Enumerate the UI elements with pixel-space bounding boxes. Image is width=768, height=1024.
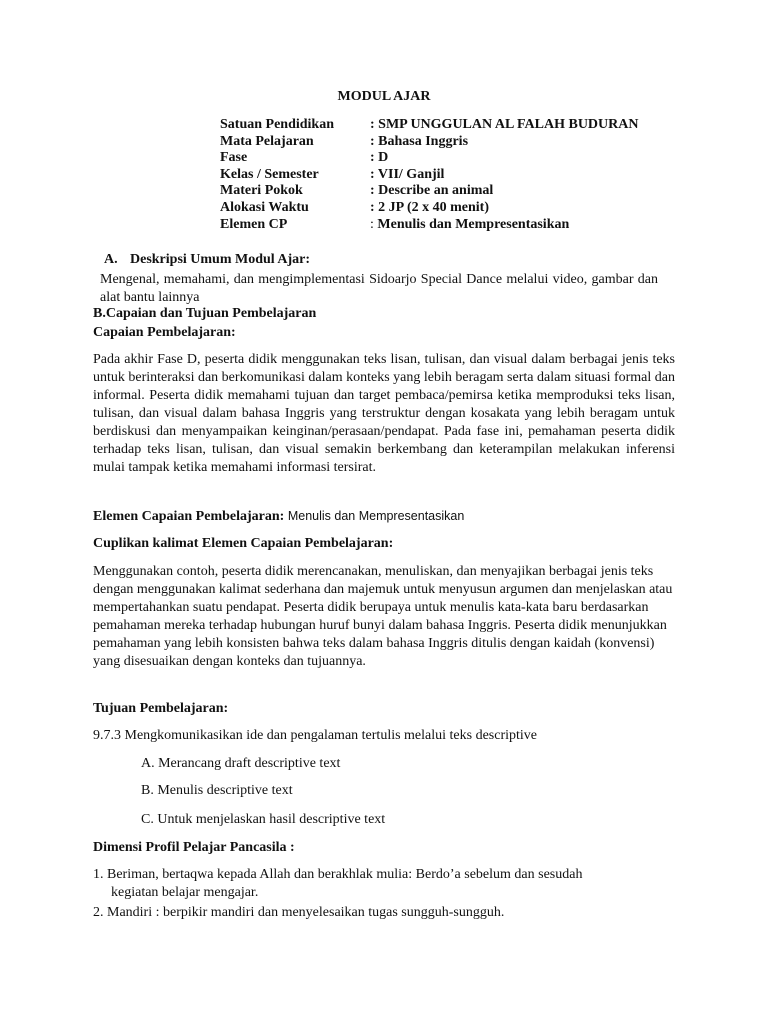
identity-row	[220, 166, 638, 183]
dimensi-item-text: 1. Beriman, bertaqwa kepada Allah dan berakhlak mulia: Berdo’a sebelum dan sesudah	[93, 867, 583, 882]
section-a-heading	[104, 251, 310, 269]
identity-label: Satuan Pendidikan	[220, 117, 334, 132]
capaian-heading: Capaian Pembelajaran:	[93, 325, 236, 340]
tujuan-heading: Tujuan Pembelajaran:	[93, 701, 229, 716]
section-b-heading: B.Capaian dan Tujuan Pembelajaran	[93, 306, 317, 321]
identity-value: : D	[370, 150, 389, 166]
identity-row	[220, 133, 638, 150]
dimensi-item-continuation: kegiatan belajar mengajar.	[111, 885, 259, 900]
identity-row	[220, 216, 638, 233]
elemen-capaian	[93, 507, 464, 526]
identity-value: : 2 JP (2 x 40 menit)	[370, 199, 489, 215]
identity-value	[370, 216, 569, 233]
identity-label: Kelas / Semester	[220, 166, 319, 182]
cuplikan-text: Menggunakan contoh, peserta didik merencanakan, menuliskan, dan menyajikan berbagai jenis teks dengan menggunakan kalimat sederhana dan majemuk untuk menyusun argumen dan menjelaskan atau mempertahankan suatu pendapat. Peserta didik berupaya untuk menulis kata-kata baru berdasarkan pemahaman mereka terhadap hubungan huruf bunyi dalam bahasa Inggris. Peserta didik menunjukkan pemahaman yang lebih konsisten bahwa teks dalam bahasa Inggris ditulis dengan kaidah (konvensi) yang disesuaikan dengan konteks dan tujuannya.	[93, 564, 673, 669]
identity-label: Mata Pelajaran	[220, 133, 314, 149]
identity-label: Elemen CP	[220, 216, 288, 232]
section-a-title: Deskripsi Umum Modul Ajar:	[130, 252, 311, 267]
identity-table	[220, 116, 638, 232]
identity-row	[220, 116, 638, 133]
dimensi-heading: Dimensi Profil Pelajar Pancasila :	[93, 840, 295, 855]
tujuan-item: A. Merancang draft descriptive text	[141, 756, 341, 771]
cuplikan-heading: Cuplikan kalimat Elemen Capaian Pembelajaran:	[93, 536, 394, 551]
identity-label: Materi Pokok	[220, 183, 303, 199]
identity-row	[220, 199, 638, 216]
elemen-capaian-value: Menulis dan Mempresentasikan	[287, 509, 465, 523]
section-a-text: Mengenal, memahami, dan mengimplementasi Sidoarjo Special Dance melalui video, gambar dan alat bantu lainnya	[100, 272, 658, 305]
identity-value: : Bahasa Inggris	[370, 133, 469, 149]
dimensi-item	[93, 866, 653, 902]
dimensi-item	[93, 904, 653, 922]
tujuan-item: C. Untuk menjelaskan hasil descriptive text	[141, 812, 386, 827]
identity-value: : Describe an animal	[370, 183, 494, 199]
identity-label: Alokasi Waktu	[220, 199, 309, 215]
identity-row	[220, 182, 638, 199]
identity-separator: :	[370, 216, 374, 232]
identity-value-text: Menulis dan Mempresentasikan	[377, 216, 570, 232]
identity-value: : VII/ Ganjil	[370, 166, 445, 182]
elemen-capaian-label: Elemen Capaian Pembelajaran:	[93, 509, 285, 524]
identity-row	[220, 149, 638, 166]
identity-label: Fase	[220, 150, 248, 166]
tujuan-code: 9.7.3 Mengkomunikasikan ide dan pengalaman tertulis melalui teks descriptive	[93, 728, 538, 743]
section-a-letter: A.	[104, 252, 118, 267]
capaian-text: Pada akhir Fase D, peserta didik menggunakan teks lisan, tulisan, dan visual dalam berbagai jenis teks untuk berinteraksi dan berkomunikasi dalam konteks yang lebih beragam serta dalam situasi formal dan informal. Peserta didik memahami tujuan dan target pembaca/pemirsa ketika memproduksi teks lisan, tulisan, dan visual dalam bahasa Inggris yang terstruktur dengan kosakata yang lebih beragam untuk berdiskusi dan menyampaikan keinginan/perasaan/pendapat. Pada fase ini, pemahaman peserta didik terhadap teks lisan, tulisan, dan visual semakin berkembang dan keterampilan melakukan inferensi mulai tampak ketika memahami informasi tersirat.	[93, 352, 675, 475]
document-title: MODUL AJAR	[337, 89, 431, 104]
dimensi-item-text: 2. Mandiri : berpikir mandiri dan menyelesaikan tugas sungguh-sungguh.	[93, 905, 505, 920]
identity-value: : SMP UNGGULAN AL FALAH BUDURAN	[370, 117, 639, 132]
tujuan-item: B. Menulis descriptive text	[141, 783, 293, 798]
